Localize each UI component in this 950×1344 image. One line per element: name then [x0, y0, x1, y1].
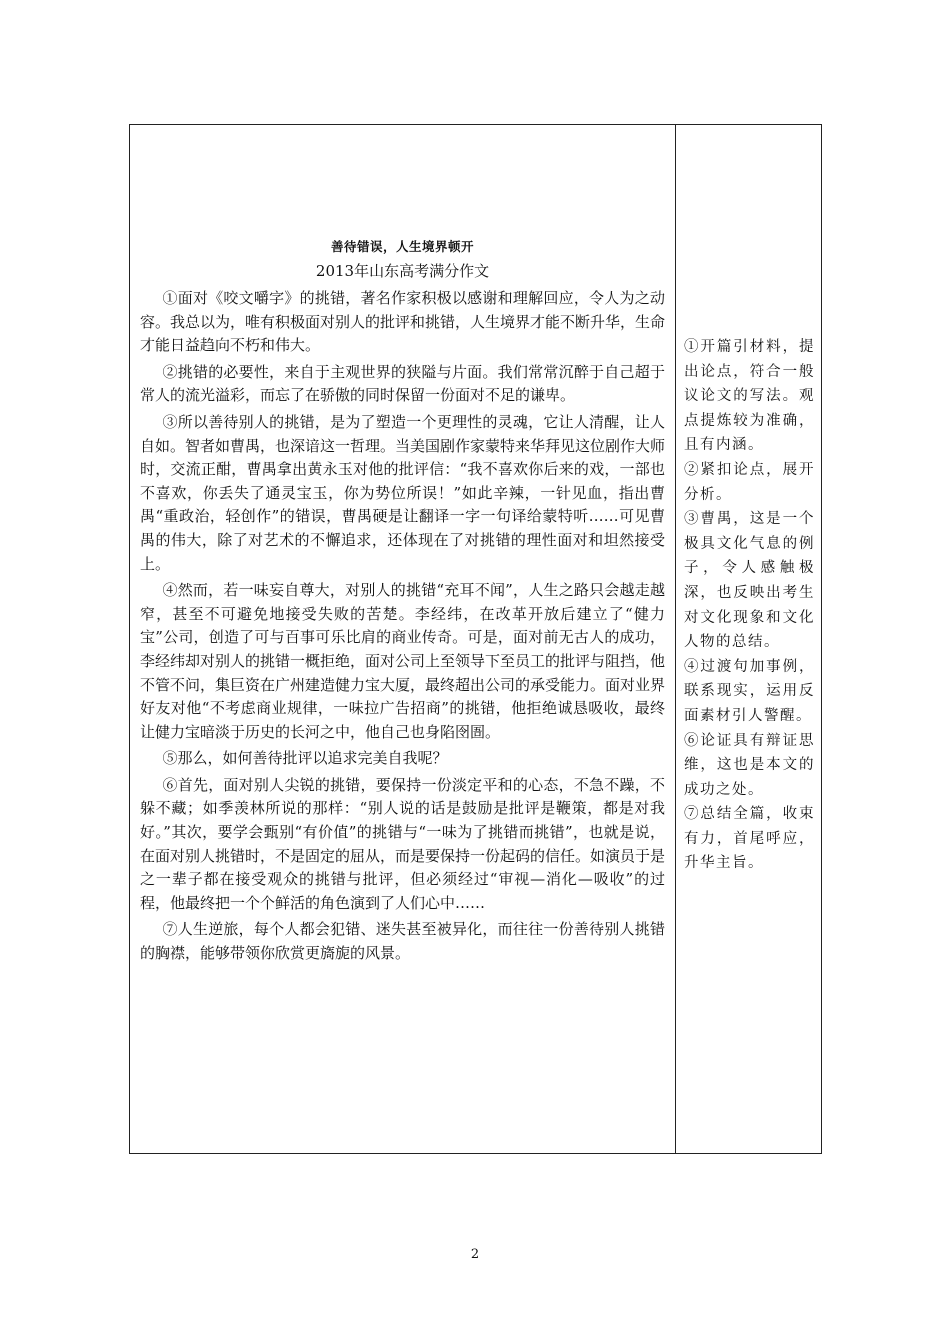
comment-2: ②紧扣论点，展开分析。: [684, 461, 815, 503]
essay-paragraph-3: ③所以善待别人的挑错，是为了塑造一个更理性的灵魂，它让人清醒，让人自如。智者如曹禺，也深谙这一哲理。当美国剧作家蒙特来华拜见这位剧作大师时，交流正酣，曹禺拿出黄永玉对他的批评信：“我不喜欢你后来的戏，一部也不喜欢，你丢失了通灵宝玉，你为势位所误！”如此辛辣，一针见血，指出曹禺“重政治，轻创作”的错误，曹禺硬是让翻译一字一句译给蒙特听……可见曹禺的伟大，除了对艺术的不懈追求，还体现在了对挑错的理性面对和坦然接受上。: [140, 412, 666, 573]
comment-6: ⑥论证具有辩证思维，这也是本文的成功之处。: [684, 732, 815, 798]
essay-title: 善待错误，人生境界顿开: [330, 239, 474, 254]
essay-paragraph-1: ①面对《咬文嚼字》的挑错，著名作家积极以感谢和理解回应，令人为之动容。我总以为，唯有积极面对别人的批评和挑错，人生境界才能不断升华，生命才能日益趋向不朽和伟大。: [140, 289, 666, 355]
page-number: 2: [470, 1247, 480, 1262]
essay-paragraph-2: ②挑错的必要性，来自于主观世界的狭隘与片面。我们常常沉醉于自己超于常人的流光溢彩，而忘了在骄傲的同时保留一份面对不足的谦卑。: [140, 362, 665, 405]
essay-paragraph-7: ⑦人生逆旅，每个人都会犯错、迷失甚至被异化，而往往一份善待别人挑错的胸襟，能够带领你欣赏更旖旎的风景。: [140, 920, 665, 963]
comment-1: ①开篇引材料，提出论点，符合一般议论文的写法。观点提炼较为准确，且有内涵。: [684, 339, 815, 454]
comment-cell: [676, 125, 821, 1153]
essay-subtitle: 2013年山东高考满分作文: [315, 262, 490, 280]
essay-paragraph-6: ⑥首先，面对别人尖锐的挑错，要保持一份淡定平和的心态，不急不躁，不躲不藏；如季羡林所说的那样：“别人说的话是鼓励是批评是鞭策，都是对我好。”其次，要学会甄别“有价值”的挑错与“一味为了挑错而挑错”，也就是说，在面对别人挑错时，不是固定的屈从，而是要保持一份起码的信任。如演员于是之一辈子都在接受观众的挑错与批评，但必须经过“审视—消化—吸收”的过程，他最终把一个个鲜活的角色演到了人们心中……: [140, 775, 666, 912]
comment-4: ④过渡句加事例，联系现实，运用反面素材引人警醒。: [684, 658, 815, 724]
comment-7: ⑦总结全篇，收束有力，首尾呼应，升华主旨。: [684, 806, 815, 872]
comment-3: ③曹禺，这是一个极具文化气息的例子，令人感触极深，也反映出考生对文化现象和文化人物的总结。: [684, 511, 815, 651]
essay-table: [129, 124, 822, 1154]
essay-paragraph-4: ④然而，若一味妄自尊大，对别人的挑错“充耳不闻”，人生之路只会越走越窄，甚至不可避免地接受失败的苦楚。李经纬，在改革开放后建立了“健力宝”公司，创造了可与百事可乐比肩的商业传奇。可是，面对前无古人的成功，李经纬却对别人的挑错一概拒绝，面对公司上至领导下至员工的批评与阻挡，他不管不问，集巨资在广州建造健力宝大厦，最终超出公司的承受能力。面对业界好友对他“不考虑商业规律，一味拉广告招商”的挑错，他拒绝诚恳吸收，最终让健力宝暗淡于历史的长河之中，他自己也身陷囹圄。: [140, 581, 666, 741]
essay-paragraph-5: ⑤那么，如何善待批评以追求完美自我呢？: [162, 749, 448, 768]
essay-cell: [130, 125, 675, 1153]
